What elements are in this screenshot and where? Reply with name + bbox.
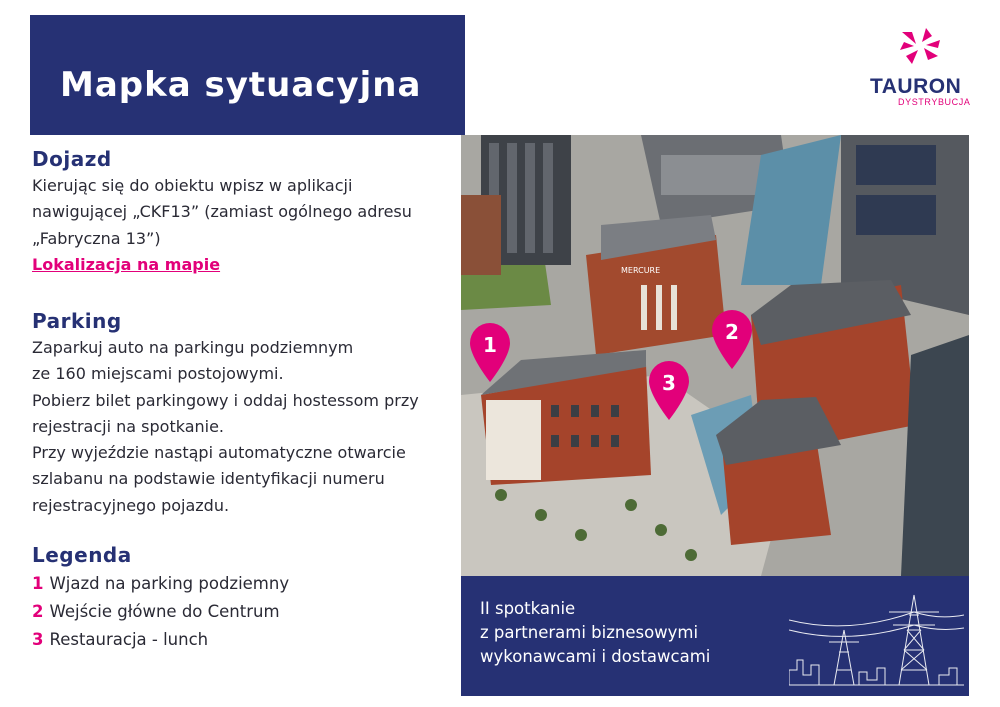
dojazd-heading: Dojazd (32, 147, 112, 171)
dojazd-text (32, 173, 442, 252)
hotel-sign: MERCURE (621, 266, 661, 275)
brand-sub: DYSTRYBUCJA (898, 97, 971, 107)
pin-number: 1 (483, 333, 497, 357)
event-line: z partnerami biznesowymi (480, 623, 699, 642)
parking-line: Pobierz bilet parkingowy i oddaj hostessom przy (32, 390, 419, 410)
legend-number: 1 (32, 574, 44, 593)
map-pin-2[interactable] (709, 307, 755, 372)
dojazd-line: Kierując się do obiektu wpisz w aplikacji (32, 176, 353, 195)
power-pylon-skyline-icon (789, 590, 964, 690)
legend-number: 3 (32, 630, 44, 649)
page-title: Mapka sytuacyjna (60, 65, 422, 105)
event-line: wykonawcami i dostawcami (480, 647, 711, 666)
title-banner (30, 15, 465, 135)
dojazd-line: nawigującej „CKF13” (zamiast ogólnego adresu (32, 202, 412, 222)
dojazd-line: „Fabryczna 13”) (32, 228, 161, 248)
legend-item (32, 574, 289, 593)
pin-number: 3 (662, 371, 676, 395)
parking-heading: Parking (32, 309, 122, 333)
event-line: II spotkanie (480, 599, 576, 618)
parking-line: Przy wyjeździe nastąpi automatyczne otwarcie (32, 443, 406, 463)
parking-line: ze 160 miejscami postojowymi. (32, 364, 284, 384)
legend-heading: Legenda (32, 543, 132, 567)
brand-name: TAURON (870, 75, 962, 98)
event-text (480, 597, 710, 669)
legend-label: Restauracja - lunch (49, 630, 209, 649)
parking-text (32, 335, 442, 519)
legend-label: Wejście główne do Centrum (49, 602, 280, 621)
parking-line: Zaparkuj auto na parkingu podziemnym (32, 338, 354, 357)
legend-label: Wjazd na parking podziemny (49, 574, 290, 593)
legend-item (32, 602, 280, 621)
map-location-link[interactable]: Lokalizacja na mapie (32, 255, 221, 274)
parking-line: rejestracji na spotkanie. (32, 416, 225, 436)
event-banner (461, 576, 969, 696)
pin-number: 2 (725, 320, 739, 344)
legend-item (32, 630, 208, 649)
aerial-site-map (461, 135, 969, 576)
parking-line: rejestracyjnego pojazdu. (32, 495, 230, 515)
parking-line: szlabanu na podstawie identyfikacji numeru (32, 469, 385, 489)
map-pin-3[interactable] (646, 358, 692, 423)
map-pin-1[interactable] (467, 320, 513, 385)
legend-number: 2 (32, 602, 44, 621)
